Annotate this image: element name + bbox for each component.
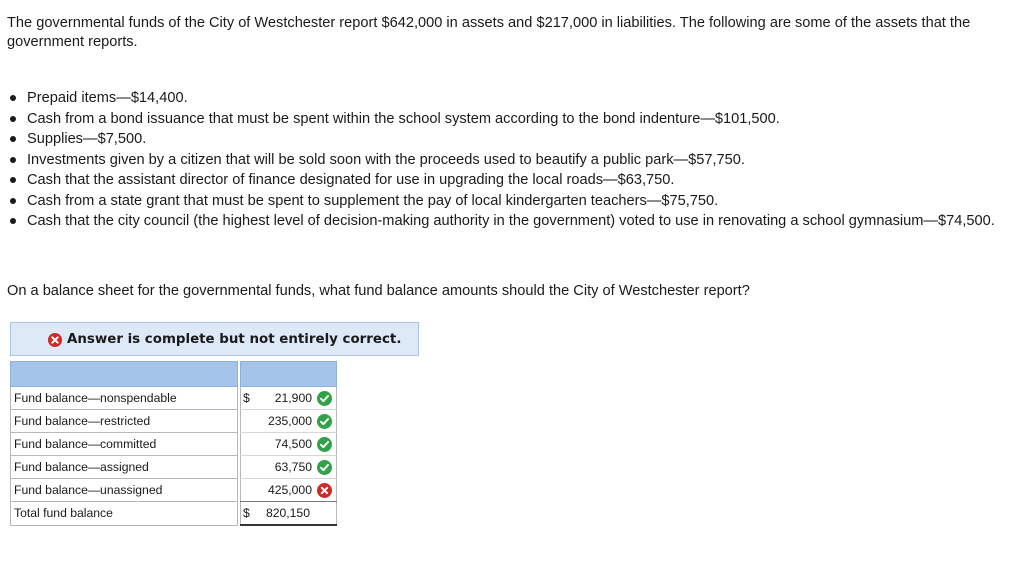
- bullet-icon: [10, 218, 16, 224]
- header-label-cell: [11, 362, 238, 387]
- amount-input[interactable]: [241, 456, 337, 479]
- currency-symbol: $: [243, 391, 250, 405]
- bullet-icon: [10, 157, 16, 163]
- table-row: [11, 456, 337, 479]
- row-label: Fund balance—restricted: [11, 410, 238, 433]
- list-item-text: Investments given by a citizen that will be sold soon with the proceeds used to beautify a public park—$57,750.: [27, 151, 745, 168]
- row-label: Fund balance—unassigned: [11, 479, 238, 502]
- list-item: [8, 129, 998, 150]
- total-row: [11, 502, 337, 526]
- row-label: Fund balance—assigned: [11, 456, 238, 479]
- list-item-text: Cash that the assistant director of finance designated for use in upgrading the local roads—$63,750.: [27, 172, 675, 188]
- total-value: 820,150: [265, 506, 310, 520]
- bullet-icon: [10, 116, 16, 122]
- currency-symbol: $: [243, 506, 250, 520]
- list-item: [8, 88, 998, 109]
- amount-value: 21,900: [274, 391, 312, 405]
- bullet-icon: [10, 136, 16, 142]
- amount-input[interactable]: [241, 479, 337, 502]
- list-item-text: Prepaid items—$14,400.: [27, 90, 188, 106]
- list-item-text: Supplies—$7,500.: [27, 131, 147, 147]
- list-item-text: Cash that the city council (the highest level of decision-making authority in the government) voted to use in renovating a school gymnasium—$74,500.: [27, 213, 995, 229]
- fund-balance-table: [10, 361, 337, 526]
- x-circle-icon: [48, 333, 62, 347]
- banner-text: Answer is complete but not entirely correct.: [67, 332, 402, 347]
- list-item: [8, 150, 998, 171]
- list-item: [8, 211, 998, 232]
- table-header-row: [11, 362, 337, 387]
- amount-value: 425,000: [267, 483, 312, 497]
- problem-intro: The governmental funds of the City of Westchester report $642,000 in assets and $217,000 in liabilities. The following are some of the assets that the government reports.: [7, 15, 971, 50]
- amount-input[interactable]: [241, 410, 337, 433]
- table-row: [11, 410, 337, 433]
- table-row: [11, 387, 337, 410]
- question-text: On a balance sheet for the governmental funds, what fund balance amounts should the City of Westchester report?: [7, 283, 750, 299]
- check-circle-icon: [317, 391, 332, 406]
- amount-value: 235,000: [267, 414, 312, 428]
- amount-input[interactable]: [241, 433, 337, 456]
- header-amount-cell: [241, 362, 337, 387]
- x-circle-icon: [317, 483, 332, 498]
- bullet-icon: [10, 95, 16, 101]
- total-amount: [241, 502, 337, 526]
- table-row: [11, 433, 337, 456]
- row-label: Fund balance—nonspendable: [11, 387, 238, 410]
- total-label: Total fund balance: [11, 502, 238, 526]
- list-item-text: Cash from a state grant that must be spent to supplement the pay of local kindergarten teachers—$75,750.: [27, 192, 719, 209]
- check-circle-icon: [317, 414, 332, 429]
- answer-status-banner: [10, 322, 419, 356]
- asset-list: [8, 88, 998, 232]
- amount-input[interactable]: [241, 387, 337, 410]
- row-label: Fund balance—committed: [11, 433, 238, 456]
- bullet-icon: [10, 177, 16, 183]
- list-item: [8, 170, 998, 191]
- bullet-icon: [10, 198, 16, 204]
- amount-value: 63,750: [274, 460, 312, 474]
- check-circle-icon: [317, 460, 332, 475]
- table-row: [11, 479, 337, 502]
- list-item-text: Cash from a bond issuance that must be spent within the school system according to the bond indenture—$101,500.: [27, 110, 780, 127]
- check-circle-icon: [317, 437, 332, 452]
- list-item: [8, 191, 998, 212]
- amount-value: 74,500: [274, 437, 312, 451]
- list-item: [8, 109, 998, 130]
